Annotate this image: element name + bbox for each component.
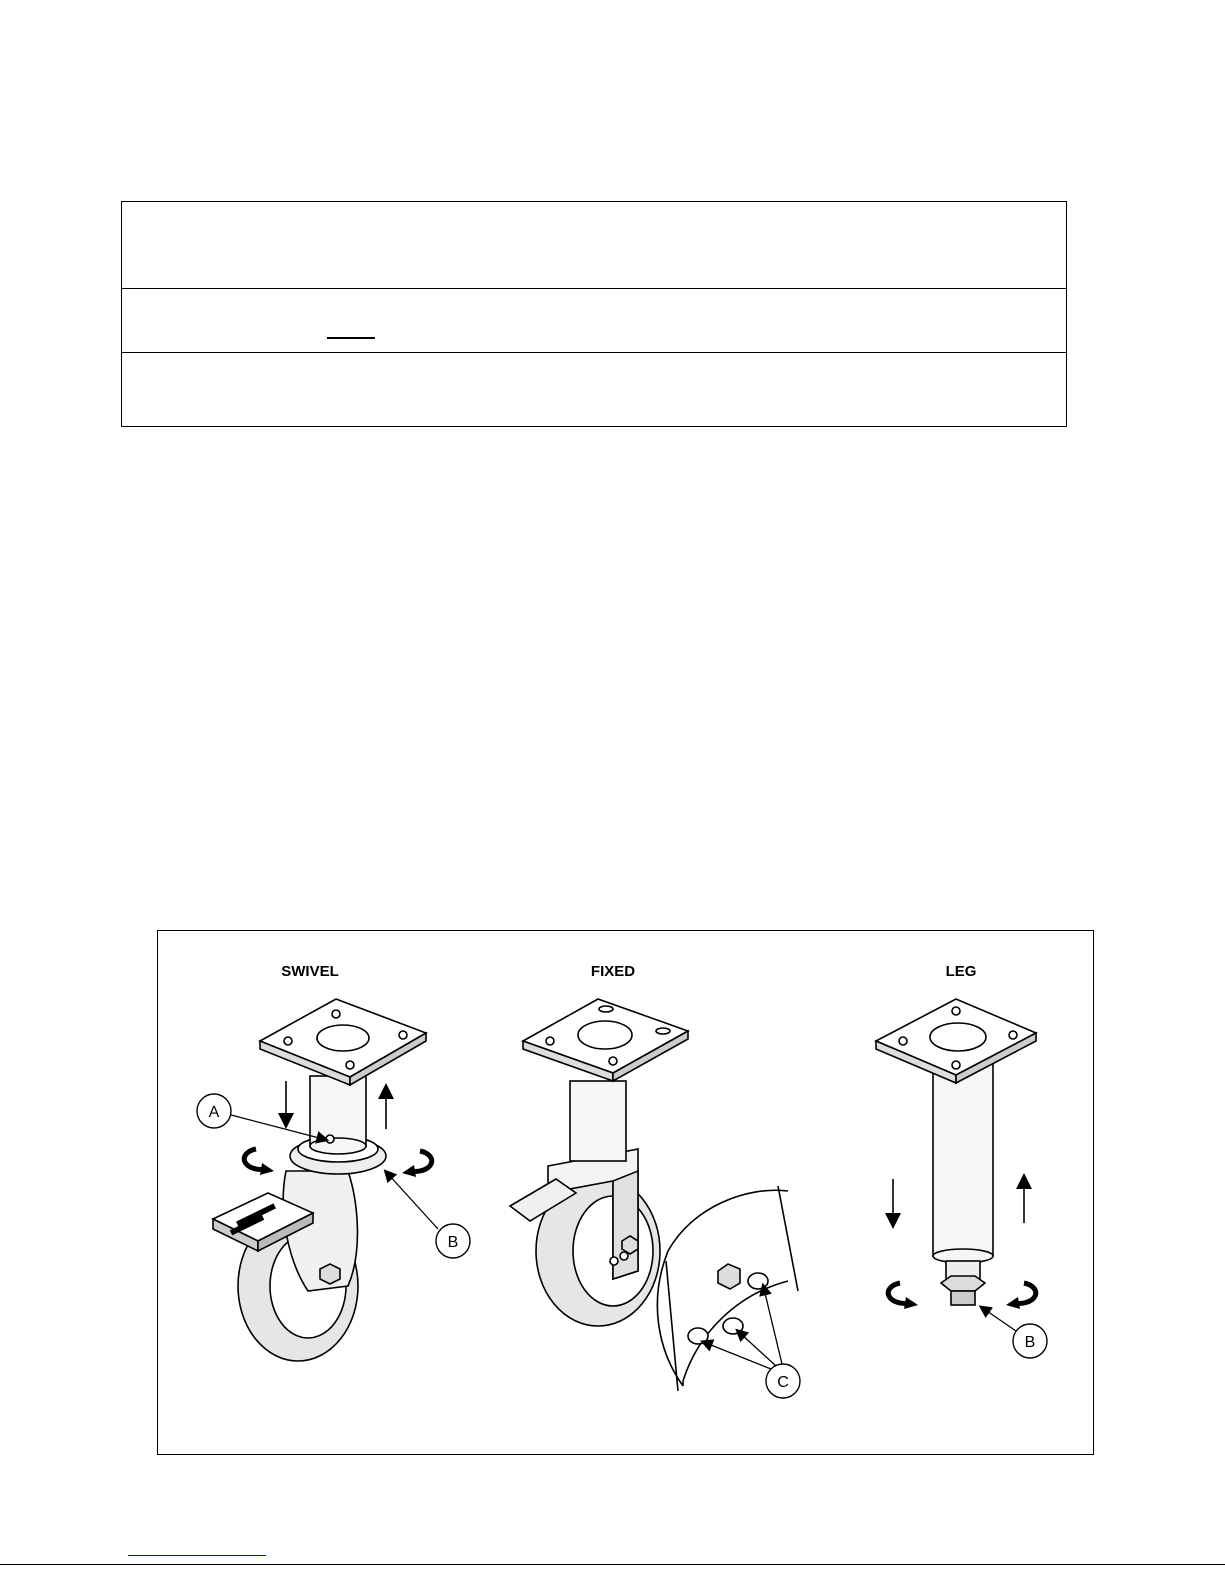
inset-panel-edge bbox=[666, 1261, 678, 1391]
leg-foot-nut bbox=[941, 1276, 985, 1291]
panel-title-fixed: FIXED bbox=[590, 963, 636, 980]
figure-drawing bbox=[158, 931, 1095, 1456]
notice-underline bbox=[327, 337, 375, 339]
inset-hole bbox=[748, 1273, 768, 1289]
fixed-plate-center-hole bbox=[578, 1021, 632, 1049]
fixed-plate-slot bbox=[599, 1006, 613, 1012]
inset-hole bbox=[688, 1328, 708, 1344]
swivel-plate-bolt-hole bbox=[399, 1031, 407, 1039]
leg-plate-bolt-hole bbox=[899, 1037, 907, 1045]
inset-hole bbox=[723, 1318, 743, 1334]
swivel-stem-base bbox=[310, 1138, 366, 1154]
inset-panel-edge bbox=[778, 1186, 798, 1291]
swivel-axle-nut bbox=[320, 1264, 340, 1284]
adjustable-leg bbox=[876, 999, 1036, 1305]
fixed-bracket-hole bbox=[620, 1252, 628, 1260]
notice-row-divider bbox=[122, 288, 1066, 289]
fixed-bracket-hole bbox=[610, 1257, 618, 1265]
swivel-rotate-right-arrowhead bbox=[402, 1165, 416, 1177]
fixed-stem bbox=[570, 1081, 626, 1161]
callout-c-leader bbox=[740, 1333, 776, 1366]
inset-axle-nut bbox=[718, 1264, 740, 1289]
fixed-detail-inset bbox=[657, 1186, 798, 1391]
swivel-plate-center-hole bbox=[317, 1025, 369, 1051]
swivel-stem-hole bbox=[326, 1135, 334, 1143]
callout-a-label: A bbox=[208, 1104, 220, 1121]
callout-b-label: B bbox=[447, 1234, 459, 1251]
leg-rotate-right-arrowhead bbox=[1006, 1297, 1020, 1309]
callout-c-leader bbox=[706, 1343, 771, 1369]
swivel-plate-bolt-hole bbox=[346, 1061, 354, 1069]
callout-c-label: C bbox=[777, 1374, 789, 1391]
leg-plate-bolt-hole bbox=[1009, 1031, 1017, 1039]
leg-plate-bolt-hole bbox=[952, 1061, 960, 1069]
callout-b-leg-leader bbox=[984, 1309, 1016, 1331]
leg-rotate-left-arrowhead bbox=[904, 1297, 918, 1309]
swivel-plate-bolt-hole bbox=[332, 1010, 340, 1018]
footer-rule bbox=[0, 1564, 1225, 1565]
callout-b-leader bbox=[388, 1174, 438, 1229]
callout-b-leg-label: B bbox=[1024, 1334, 1036, 1351]
swivel-rotate-left-arrowhead bbox=[260, 1163, 274, 1175]
fixed-caster bbox=[510, 999, 688, 1326]
fixed-axle-nut bbox=[622, 1236, 638, 1254]
fixed-plate-bolt-hole bbox=[546, 1037, 554, 1045]
fixed-plate-slot bbox=[656, 1028, 670, 1034]
leg-plate-bolt-hole bbox=[952, 1007, 960, 1015]
leg-tube bbox=[933, 1061, 993, 1256]
leg-foot bbox=[951, 1291, 975, 1305]
notice-row-divider bbox=[122, 352, 1066, 353]
notice-table bbox=[121, 201, 1067, 427]
fixed-plate-bolt-hole bbox=[609, 1057, 617, 1065]
footer-link-underline[interactable] bbox=[128, 1555, 266, 1556]
leg-plate-center-hole bbox=[930, 1023, 986, 1051]
caster-installation-figure bbox=[157, 930, 1094, 1455]
callout-c-leader bbox=[764, 1289, 782, 1364]
swivel-plate-bolt-hole bbox=[284, 1037, 292, 1045]
swivel-stem bbox=[310, 1076, 366, 1146]
panel-title-leg: LEG bbox=[945, 963, 977, 980]
panel-title-swivel: SWIVEL bbox=[281, 963, 339, 980]
